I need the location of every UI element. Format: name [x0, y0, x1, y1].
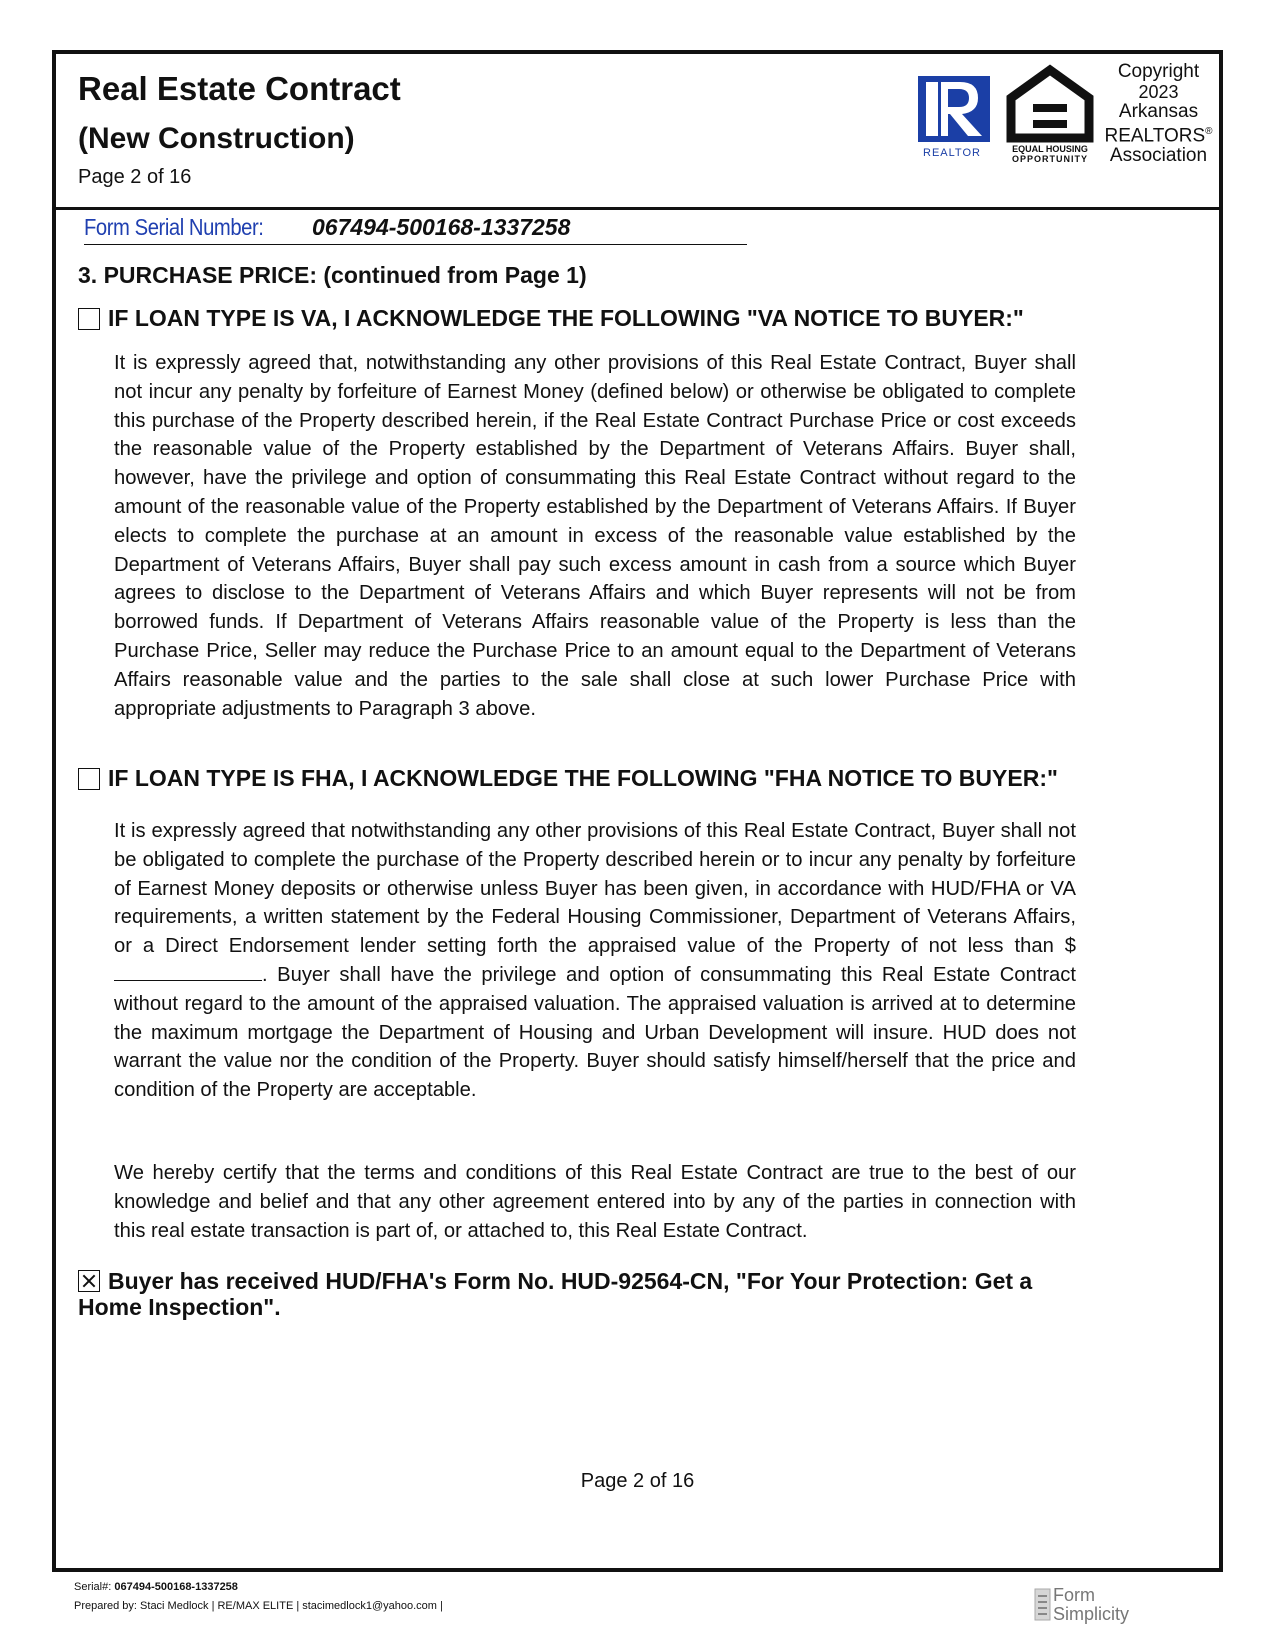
equal-housing-icon [1001, 64, 1099, 164]
eho-label-2: OPPORTUNITY [1011, 154, 1089, 164]
header-page-number: Page 2 of 16 [78, 166, 192, 188]
copyright-line-5: Association [1109, 145, 1208, 167]
appraised-value-field[interactable] [114, 962, 262, 981]
form-simplicity-logo [1053, 1586, 1129, 1624]
brand-line-1: Form [1053, 1585, 1095, 1605]
va-notice-heading [78, 305, 1024, 332]
form-header [56, 54, 1219, 210]
form-frame [52, 50, 1223, 1572]
va-heading-text: IF LOAN TYPE IS VA, I ACKNOWLEDGE THE FOLLOWING "VA NOTICE TO BUYER:" [108, 305, 1024, 331]
realtor-label: REALTOR [923, 147, 981, 159]
footer-prepared-by [74, 1600, 443, 1612]
copyright-line-3: Arkansas [1118, 101, 1199, 122]
va-checkbox[interactable] [78, 308, 100, 330]
prepared-by-label: Prepared by: [74, 1600, 137, 1612]
footer-serial-label: Serial#: [74, 1581, 112, 1593]
footer-serial [74, 1581, 238, 1593]
fha-heading-text: IF LOAN TYPE IS FHA, I ACKNOWLEDGE THE FOLLOWING "FHA NOTICE TO BUYER:" [108, 765, 1058, 791]
fha-notice-text [114, 817, 1076, 1105]
footer-page-number: Page 2 of 16 [580, 1470, 695, 1492]
brand-line-2: Simplicity [1053, 1604, 1130, 1624]
footer-serial-value: 067494-500168-1337258 [114, 1581, 238, 1593]
certify-text: We hereby certify that the terms and conditions of this Real Estate Contract are true to the best of our knowledge and belief and that any other agreement entered into by any of the parties in connection with this real estate transaction is part of, or attached to, this Real Estate Contract. [114, 1162, 1076, 1242]
form-title: Real Estate Contract [78, 70, 401, 107]
copyright-year: 2023 [1138, 82, 1179, 102]
form-subtitle: (New Construction) [78, 122, 355, 155]
serial-number-value: 067494-500168-1337258 [312, 214, 571, 240]
eho-label-1: EQUAL HOUSING [1012, 144, 1088, 154]
copyright-block [1101, 62, 1216, 166]
serial-number-label: Form Serial Number: [84, 214, 264, 240]
copyright-line-1: Copyright [1117, 61, 1200, 82]
copyright-line-4: REALTORS® [1104, 125, 1213, 147]
form-simplicity-icon [1034, 1588, 1052, 1622]
va-notice-text: It is expressly agreed that, notwithstanding any other provisions of this Real Estate Contract, Buyer shall not incur any penalty by forfeiture of Earnest Money (defined below) or otherwise be obligated to complete this purchase of the Property described herein, if the Real Estate Contract Purchase Price or cost exceeds the reasonable value of the Property established by the Department of Veterans Affairs. Buyer shall, however, have the privilege and option of consummating this Real Estate Contract without regard to the amount of the reasonable value of the Property established by the Department of Veterans Affairs. If Buyer elects to complete the purchase at an amount in excess of the reasonable value established by the Department of Veterans Affairs, Buyer shall pay such excess amount in cash from a source which Buyer agrees to disclose to the Department of Veterans Affairs and which Buyer represents will not be from borrowed funds. If Department of Veterans Affairs reasonable value of the Property is less than the Purchase Price, Seller may reduce the Purchase Price to an amount equal to the Department of Veterans Affairs reasonable value and the parties to the sale shall close at such lower Purchase Price with appropriate adjustments to Paragraph 3 above. [114, 352, 1076, 720]
serial-number-row [84, 214, 747, 245]
hud-form-checkbox[interactable] [78, 1270, 100, 1292]
fha-notice-heading [78, 765, 1058, 792]
fha-text-before: It is expressly agreed that notwithstanding any other provisions of this Real Estate Contract, Buyer shall not be obligated to complete the purchase of the Property described herein or to incur any penalty by forfeiture of Earnest Money deposits or otherwise unless Buyer has been given, in accordance with HUD/FHA or VA requirements, a written statement by the Federal Housing Commissioner, Department of Veterans Affairs, or a Direct Endorsement lender setting forth the appraised value of the Property of not less than $ [114, 820, 1076, 958]
realtor-logo-icon [908, 76, 1000, 161]
section-title: 3. PURCHASE PRICE: (continued from Page 1) [78, 262, 587, 288]
fha-text-after: . Buyer shall have the privilege and option of consummating this Real Estate Contract without regard to the amount of the appraised valuation. The appraised valuation is arrived at to determine the maximum mortgage the Department of Housing and Urban Development will insure. HUD does not warrant the value nor the condition of the Property. Buyer should satisfy himself/herself that the price and condition of the Property are acceptable. [114, 963, 1076, 1102]
hud-form-ack-text: Buyer has received HUD/FHA's Form No. HUD-92564-CN, "For Your Protection: Get a Home Inspection". [78, 1268, 1033, 1320]
hud-form-acknowledgement [78, 1268, 1078, 1320]
prepared-by-value: Staci Medlock | RE/MAX ELITE | stacimedlock1@yahoo.com | [140, 1600, 443, 1612]
fha-checkbox[interactable] [78, 768, 100, 790]
